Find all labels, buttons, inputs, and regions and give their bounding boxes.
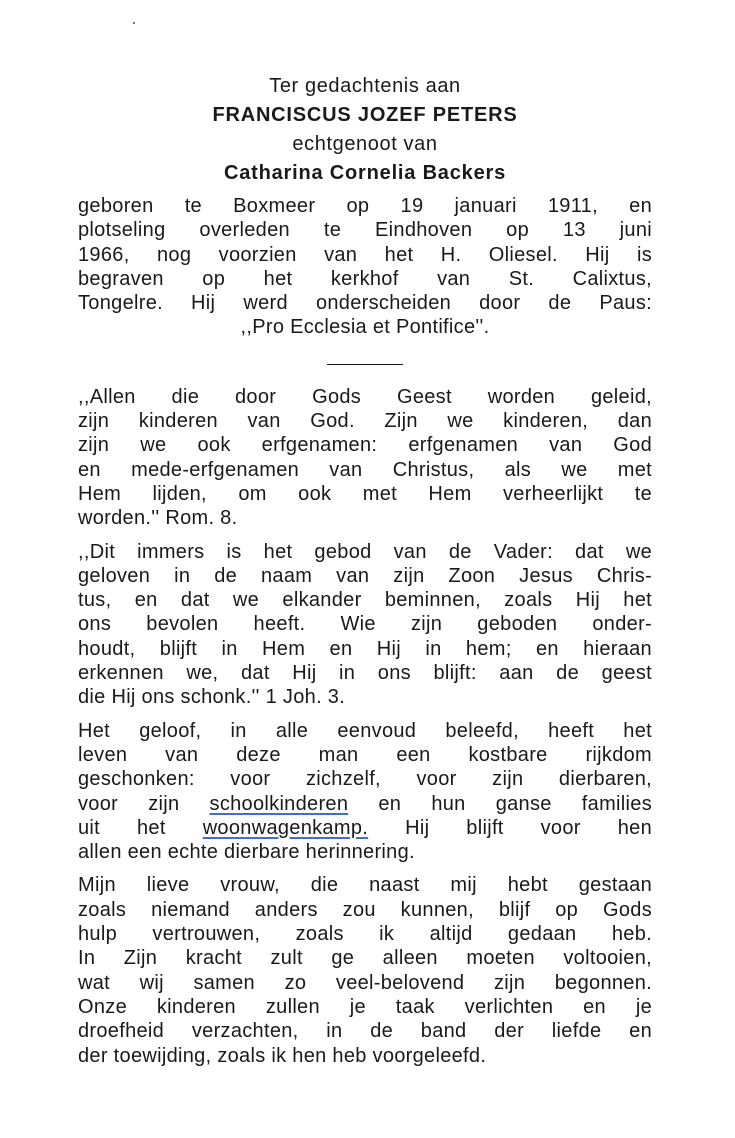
tribute-line (78, 792, 652, 816)
quote-line: tus, en dat we elkander beminnen, zoals Hij het (78, 589, 652, 612)
quote-romans (78, 385, 652, 531)
underlined-word-schoolkinderen: schoolkinderen (209, 792, 349, 815)
tribute-text: en hun ganse families (348, 792, 652, 815)
spouse-name: Catharina Cornelia Backers (223, 162, 507, 184)
farewell-line: zoals niemand anders zou kunnen, blijf op Gods (78, 898, 652, 921)
divider (327, 364, 403, 365)
quote-line: geloven in de naam van zijn Zoon Jesus Chris- (78, 564, 652, 587)
farewell-line: Onze kinderen zullen je taak verlichten en je (78, 995, 652, 1018)
tribute-line (78, 816, 652, 840)
dedication-line: Ter gedachtenis aan (269, 75, 461, 97)
tribute-line: leven van deze man een kostbare rijkdom (78, 743, 652, 766)
quote-line: erkennen we, dat Hij in ons blijft: aan de geest (78, 662, 652, 685)
quote-line: ,,Allen die door Gods Geest worden geleid, (78, 385, 652, 408)
bio-line: 1966, nog voorzien van het H. Oliesel. Hij is (78, 243, 652, 266)
tribute-line: Het geloof, in alle eenvoud beleefd, heeft het (78, 719, 652, 742)
quote-line: houdt, blijft in Hem en Hij in hem; en hieraan (78, 637, 652, 660)
farewell (78, 873, 652, 1067)
quote-john (78, 540, 652, 710)
quote-line: Hem lijden, om ook met Hem verheerlijkt te (78, 482, 652, 505)
bio-line: geboren te Boxmeer op 19 januari 1911, en (78, 195, 652, 217)
memorial-card (78, 72, 652, 1068)
tribute-text: Hij blijft voor hen (368, 816, 652, 839)
quote-line: zijn we ook erfgenamen: erfgenamen van God (78, 434, 652, 457)
bio-line: begraven op het kerkhof van St. Calixtus, (78, 267, 652, 290)
underlined-word-woonwagenkamp: woonwagenkamp. (202, 816, 369, 839)
relation-line: echtgenoot van (292, 133, 438, 155)
farewell-line: wat wij samen zo veel-belovend zijn begonnen. (78, 971, 652, 994)
quote-line: worden.'' Rom. 8. (78, 507, 238, 530)
speck (133, 22, 135, 24)
quote-line: ons bevolen heeft. Wie zijn geboden onder- (78, 613, 652, 636)
quote-line: die Hij ons schonk.'' 1 Joh. 3. (78, 686, 346, 709)
farewell-line: droefheid verzachten, in de band der liefde en (78, 1020, 652, 1043)
tribute-line: allen een echte dierbare herinnering. (78, 841, 415, 864)
farewell-line: der toewijding, zoals ik hen heb voorgeleefd. (78, 1044, 487, 1067)
farewell-line: Mijn lieve vrouw, die naast mij hebt gestaan (78, 874, 652, 897)
deceased-name: FRANCISCUS JOZEF PETERS (212, 104, 518, 126)
bio-line: plotseling overleden te Eindhoven op 13 juni (78, 219, 652, 242)
bio-line: Tongelre. Hij werd onderscheiden door de Paus: (78, 292, 652, 315)
tribute-line: geschonken: voor zichzelf, voor zijn dierbaren, (78, 768, 652, 791)
quote-line: en mede-erfgenamen van Christus, als we met (78, 458, 652, 481)
tribute-text: uit het (78, 816, 203, 839)
tribute (78, 719, 652, 865)
quote-line: ,,Dit immers is het gebod van de Vader: dat we (78, 540, 652, 563)
farewell-line: hulp vertrouwen, zoals ik altijd gedaan heb. (78, 923, 652, 946)
bio-line: ,,Pro Ecclesia et Pontifice''. (240, 316, 490, 339)
biography (78, 194, 652, 340)
quote-line: zijn kinderen van God. Zijn we kinderen, dan (78, 410, 652, 433)
farewell-line: In Zijn kracht zult ge alleen moeten voltooien, (78, 947, 652, 970)
tribute-text: voor zijn (78, 792, 210, 815)
